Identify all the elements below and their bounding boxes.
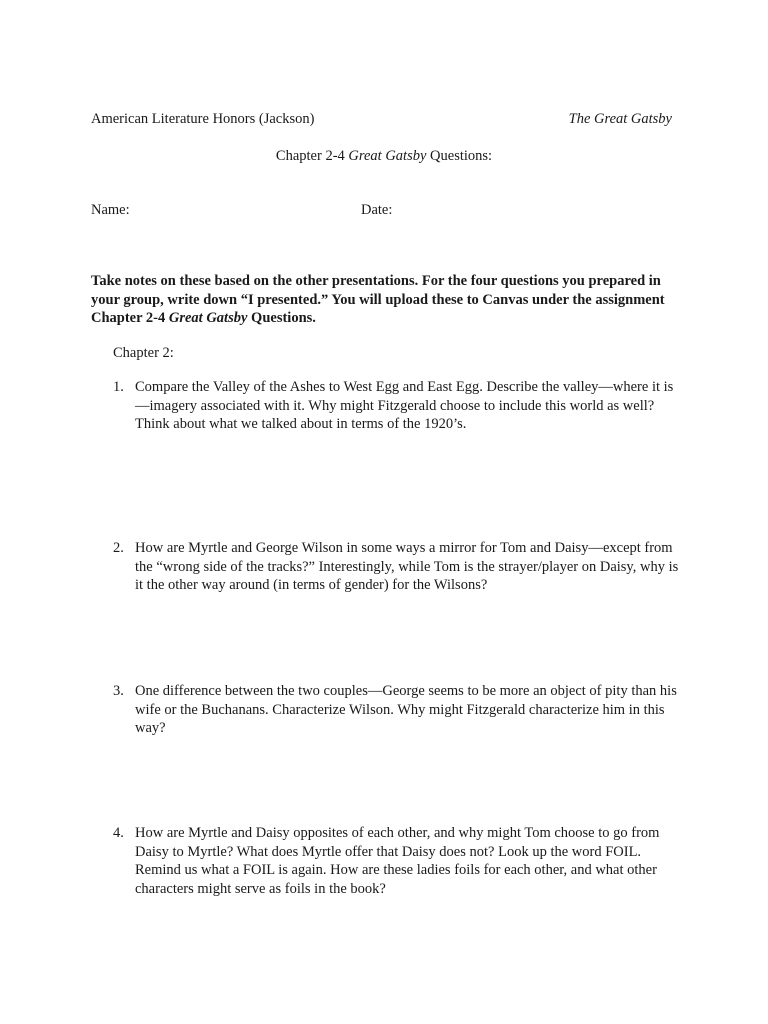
question-item	[113, 682, 683, 738]
section-label: Chapter 2:	[113, 345, 174, 361]
question-item	[113, 378, 683, 434]
heading-suffix: Questions:	[426, 148, 493, 164]
question-number: 3.	[113, 683, 124, 699]
question-number: 4.	[113, 825, 124, 841]
instructions-suffix: Questions.	[247, 310, 316, 326]
question-number: 1.	[113, 379, 124, 395]
page-title	[0, 147, 768, 166]
heading-prefix: Chapter 2-4	[275, 148, 349, 164]
question-number: 2.	[113, 540, 124, 556]
instructions-main: Take notes on these based on the other presentations. For the four questions you prepared in your group, write down “I presented.” You will upload these to Canvas under the assignment Chapter 2-4	[91, 273, 665, 326]
course-title: American Literature Honors (Jackson)	[91, 111, 315, 127]
book-title: The Great Gatsby	[568, 111, 672, 127]
question-text: How are Myrtle and George Wilson in some ways a mirror for Tom and Daisy—except from the “wrong side of the tracks?” Interestingly, while Tom is the strayer/player on Daisy, why is it the other way around (in terms of gender) for the Wilsons?	[135, 540, 679, 593]
question-text: How are Myrtle and Daisy opposites of each other, and why might Tom choose to go from Daisy to Myrtle? What does Myrtle offer that Daisy does not? Look up the word FOIL. Remind us what a FOIL is again. How are these ladies foils for each other, and what other characters might serve as foils in the book?	[135, 825, 660, 897]
question-item	[113, 539, 683, 595]
question-item	[113, 824, 683, 898]
instructions-italic: Great Gatsby	[168, 310, 248, 326]
instructions	[91, 272, 681, 328]
heading-italic: Great Gatsby	[348, 148, 427, 164]
date-field-label: Date:	[361, 202, 393, 218]
name-field-label: Name:	[91, 202, 130, 218]
question-text: One difference between the two couples—George seems to be more an object of pity than his wife or the Buchanans. Characterize Wilson. Why might Fitzgerald characterize him in this way?	[135, 683, 677, 736]
question-text: Compare the Valley of the Ashes to West Egg and East Egg. Describe the valley—where it is—imagery associated with it. Why might Fitzgerald choose to include this world as well? Think about what we talked about in terms of the 1920’s.	[135, 379, 674, 432]
